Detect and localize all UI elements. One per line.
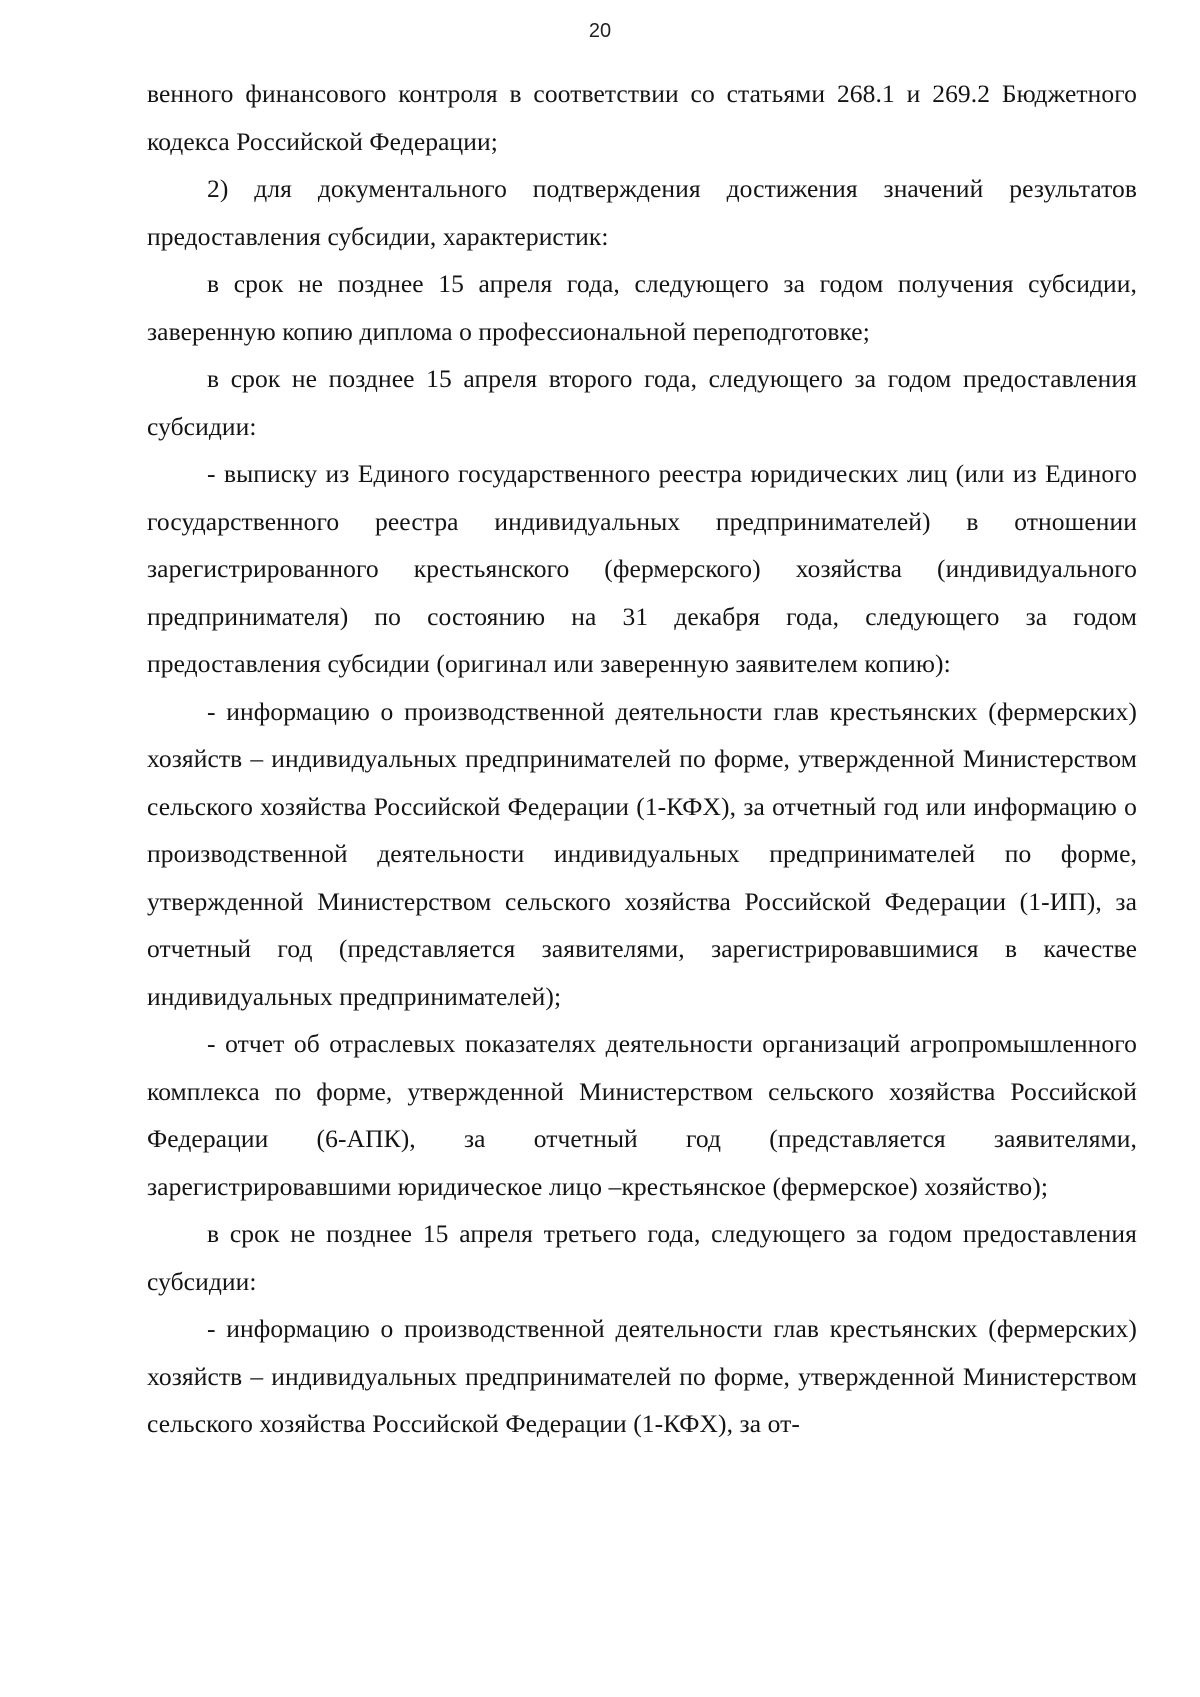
paragraph-3: в срок не позднее 15 апреля года, следующего за годом получения субсидии, заверенную копию диплома о профессиональной переподготовке; <box>147 269 1137 346</box>
paragraph-5: - выписку из Единого государственного реестра юридических лиц (или из Единого государственного реестра индивидуальных предпринимателей) в отношении зарегистрированного крестьянского (фермерского) хозяйства (индивидуального предпринимателя) по состоянию на 31 декабря года, следующего за годом предоставления субсидии (оригинал или заверенную заявителем копию): <box>147 459 1137 678</box>
paragraph-2: 2) для документального подтверждения достижения значений результатов предоставления субсидии, характеристик: <box>147 174 1137 251</box>
paragraph-8: в срок не позднее 15 апреля третьего года, следующего за годом предоставления субсидии: <box>147 1219 1137 1296</box>
page-number: 20 <box>588 20 612 42</box>
paragraph-9: - информацию о производственной деятельности глав крестьянских (фермерских) хозяйств – индивидуальных предпринимателей по форме, утвержденной Министерством сельского хозяйства Российской Федерации (1-КФХ), за от- <box>147 1314 1137 1438</box>
document-body <box>147 70 1137 1448</box>
paragraph-4: в срок не позднее 15 апреля второго года, следующего за годом предоставления субсидии: <box>147 364 1137 441</box>
paragraph-7: - отчет об отраслевых показателях деятельности организаций агропромышленного комплекса по форме, утвержденной Министерством сельского хозяйства Российской Федерации (6-АПК), за отчетный год (представляется заявителями, зарегистрировавшими юридическое лицо –крестьянское (фермерское) хозяйство); <box>147 1029 1137 1201</box>
paragraph-6: - информацию о производственной деятельности глав крестьянских (фермерских) хозяйств – индивидуальных предпринимателей по форме, утвержденной Министерством сельского хозяйства Российской Федерации (1-КФХ), за отчетный год или информацию о производственной деятельности индивидуальных предпринимателей по форме, утвержденной Министерством сельского хозяйства Российской Федерации (1-ИП), за отчетный год (представляется заявителями, зарегистрировавшимися в качестве индивидуальных предпринимателей); <box>147 696 1137 1011</box>
paragraph-1: венного финансового контроля в соответствии со статьями 268.1 и 269.2 Бюджетного кодекса Российской Федерации; <box>147 79 1137 156</box>
